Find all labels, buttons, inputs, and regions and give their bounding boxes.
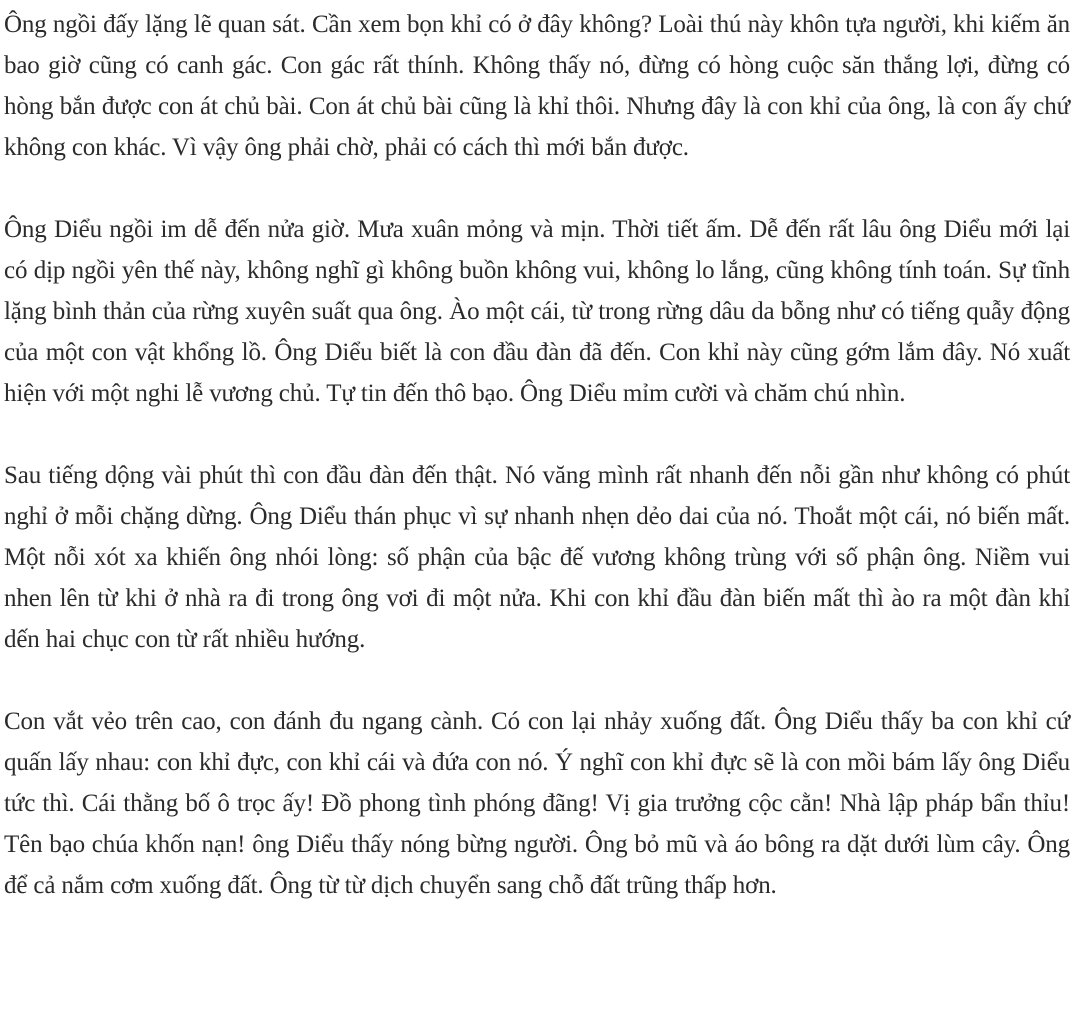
paragraph-1: Ông ngồi đấy lặng lẽ quan sát. Cần xem bọn khỉ có ở đây không? Loài thú này khôn tựa người, khi kiếm ăn bao giờ cũng có canh gác. Con gác rất thính. Không thấy nó, đừng có hòng cuộc săn thắng lợi, đừng có hòng bắn được con át chủ bài. Con át chủ bài cũng là khỉ thôi. Nhưng đây là con khỉ của ông, là con ấy chứ không con khác. Vì vậy ông phải chờ, phải có cách thì mới bắn được. xyxy=(4,11,1070,161)
paragraph-4: Con vắt vẻo trên cao, con đánh đu ngang cành. Có con lại nhảy xuống đất. Ông Diểu thấy ba con khỉ cứ quấn lấy nhau: con khỉ đực, con khỉ cái và đứa con nó. Ý nghĩ con khỉ đực sẽ là con mồi bám lấy ông Diểu tức thì. Cái thằng bố ô trọc ấy! Đồ phong tình phóng đãng! Vị gia trưởng cộc cằn! Nhà lập pháp bẩn thỉu! Tên bạo chúa khốn nạn! ông Diểu thấy nóng bừng người. Ông bỏ mũ và áo bông ra dặt dưới lùm cây. Ông để cả nắm cơm xuống đất. Ông từ từ dịch chuyển sang chỗ đất trũng thấp hơn. xyxy=(4,708,1070,899)
paragraph-2: Ông Diểu ngồi im dễ đến nửa giờ. Mưa xuân mỏng và mịn. Thời tiết ấm. Dễ đến rất lâu ông Diểu mới lại có dịp ngồi yên thế này, không nghĩ gì không buồn không vui, không lo lắng, cũng không tính toán. Sự tĩnh lặng bình thản của rừng xuyên suất qua ông. Ào một cái, từ trong rừng dâu da bỗng như có tiếng quẫy động của một con vật khổng lồ. Ông Diểu biết là con đầu đàn đã đến. Con khỉ này cũng gớm lắm đây. Nó xuất hiện với một nghi lễ vương chủ. Tự tin đến thô bạo. Ông Diểu mỉm cười và chăm chú nhìn. xyxy=(4,216,1070,407)
document-body xyxy=(4,4,1070,906)
paragraph-3: Sau tiếng dộng vài phút thì con đầu đàn đến thật. Nó văng mình rất nhanh đến nỗi gần như không có phút nghỉ ở mỗi chặng dừng. Ông Diểu thán phục vì sự nhanh nhẹn dẻo dai của nó. Thoắt một cái, nó biến mất. Một nỗi xót xa khiến ông nhói lòng: số phận của bậc đế vương không trùng với số phận ông. Niềm vui nhen lên từ khi ở nhà ra đi trong ông vơi đi một nửa. Khi con khỉ đầu đàn biến mất thì ào ra một đàn khỉ dến hai chục con từ rất nhiều hướng. xyxy=(4,462,1070,653)
